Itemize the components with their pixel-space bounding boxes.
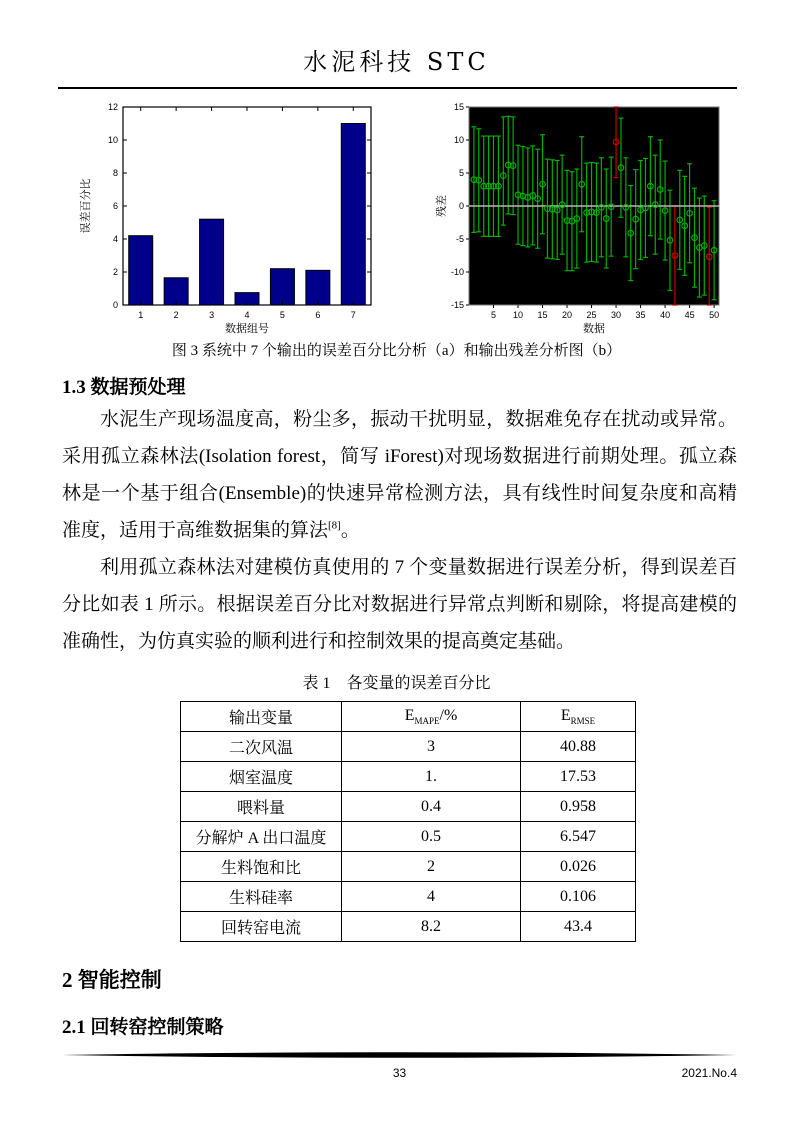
emape-sub: MAPE bbox=[414, 716, 440, 727]
page-number: 33 bbox=[392, 1066, 407, 1080]
svg-text:2: 2 bbox=[173, 310, 179, 320]
svg-text:40: 40 bbox=[660, 310, 671, 320]
ermse-base: E bbox=[560, 706, 571, 724]
cell-variable: 生料饱和比 bbox=[181, 852, 342, 882]
svg-text:6: 6 bbox=[112, 201, 118, 211]
svg-text:35: 35 bbox=[635, 310, 646, 320]
cell-variable: 回转窑电流 bbox=[181, 912, 342, 942]
citation-8: [8] bbox=[328, 519, 341, 532]
cell-emape: 3 bbox=[342, 732, 521, 762]
svg-text:12: 12 bbox=[107, 102, 118, 112]
cell-emape: 0.4 bbox=[342, 792, 521, 822]
table-row bbox=[181, 852, 636, 882]
section-heading-2-1: 2.1 回转窑控制策略 bbox=[62, 1017, 224, 1038]
table-row bbox=[181, 882, 636, 912]
svg-text:4: 4 bbox=[244, 310, 250, 320]
cell-ermse: 0.958 bbox=[521, 792, 636, 822]
svg-text:1: 1 bbox=[138, 310, 144, 320]
svg-text:45: 45 bbox=[684, 310, 695, 320]
svg-text:5: 5 bbox=[458, 168, 464, 178]
table-caption: 表 1 各变量的误差百分比 bbox=[302, 675, 491, 692]
ermse-sub: RMSE bbox=[570, 716, 596, 727]
header-rule bbox=[58, 87, 737, 89]
cell-ermse: 17.53 bbox=[521, 762, 636, 792]
table-row bbox=[181, 792, 636, 822]
table-row bbox=[181, 912, 636, 942]
paragraph-1 bbox=[62, 401, 737, 549]
svg-text:6: 6 bbox=[315, 310, 321, 320]
paragraph-2: 利用孤立森林法对建模仿真使用的 7 个变量数据进行误差分析，得到误差百分比如表 1 所示。根据误差百分比对数据进行异常点判断和剔除，将提高建模的准确性，为仿真实验的顺利进行和控制效果的提高奠定基础。 bbox=[62, 557, 737, 652]
svg-text:50: 50 bbox=[709, 310, 720, 320]
svg-text:25: 25 bbox=[586, 310, 597, 320]
svg-text:0: 0 bbox=[112, 300, 118, 310]
cell-ermse: 43.4 bbox=[521, 912, 636, 942]
journal-title: 水泥科技 STC bbox=[303, 48, 490, 76]
error-percentage-bar-chart bbox=[76, 99, 386, 334]
cell-emape: 8.2 bbox=[342, 912, 521, 942]
figure-row bbox=[62, 99, 731, 337]
svg-text:10: 10 bbox=[453, 135, 464, 145]
svg-text:10: 10 bbox=[513, 310, 524, 320]
svg-text:-15: -15 bbox=[450, 300, 464, 310]
svg-text:数据组号: 数据组号 bbox=[225, 323, 269, 334]
figure-caption: 图 3 系统中 7 个输出的误差百分比分析（a）和输出残差分析图（b） bbox=[171, 343, 622, 359]
table-header-row bbox=[181, 702, 636, 732]
paragraph-1-period: 。 bbox=[340, 520, 360, 541]
svg-text:15: 15 bbox=[537, 310, 548, 320]
header-output-variable: 输出变量 bbox=[181, 702, 342, 732]
table-row bbox=[181, 762, 636, 792]
cell-variable: 二次风温 bbox=[181, 732, 342, 762]
svg-text:0: 0 bbox=[458, 201, 464, 211]
svg-text:5: 5 bbox=[491, 310, 497, 320]
residual-errorbar-chart bbox=[433, 99, 725, 334]
table-row bbox=[181, 732, 636, 762]
cell-ermse: 40.88 bbox=[521, 732, 636, 762]
svg-text:10: 10 bbox=[107, 135, 118, 145]
cell-emape: 0.5 bbox=[342, 822, 521, 852]
svg-text:3: 3 bbox=[209, 310, 215, 320]
cell-emape: 4 bbox=[342, 882, 521, 912]
footer-rule bbox=[62, 1051, 737, 1059]
svg-text:30: 30 bbox=[611, 310, 622, 320]
svg-text:-10: -10 bbox=[450, 267, 464, 277]
svg-text:15: 15 bbox=[453, 102, 464, 112]
svg-text:20: 20 bbox=[562, 310, 573, 320]
footer bbox=[62, 1046, 737, 1082]
issue-label: 2021.No.4 bbox=[681, 1066, 737, 1080]
svg-text:7: 7 bbox=[350, 310, 356, 320]
svg-text:4: 4 bbox=[112, 234, 118, 244]
svg-text:-5: -5 bbox=[455, 234, 464, 244]
cell-variable: 生料硅率 bbox=[181, 882, 342, 912]
cell-ermse: 0.106 bbox=[521, 882, 636, 912]
header-ermse bbox=[521, 702, 636, 732]
cell-variable: 喂料量 bbox=[181, 792, 342, 822]
cell-ermse: 6.547 bbox=[521, 822, 636, 852]
data-table bbox=[180, 701, 636, 942]
section-heading-2: 2 智能控制 bbox=[62, 968, 162, 992]
section-heading-1-3: 1.3 数据预处理 bbox=[62, 377, 186, 398]
body-text bbox=[62, 401, 737, 660]
paragraph-1-text: 水泥生产现场温度高，粉尘多，振动干扰明显，数据难免存在扰动或异常。采用孤立森林法(Isolation forest，简写 iForest)对现场数据进行前期处理。孤立森林是一个基于组合(Ensemble)的快速异常检测方法，具有线性时间复杂度和高精准度，适用于高维数据集的算法 bbox=[62, 409, 737, 541]
header-emape bbox=[342, 702, 521, 732]
cell-variable: 分解炉 A 出口温度 bbox=[181, 822, 342, 852]
table-row bbox=[181, 822, 636, 852]
cell-emape: 1. bbox=[342, 762, 521, 792]
svg-text:残差: 残差 bbox=[436, 195, 448, 217]
cell-variable: 烟室温度 bbox=[181, 762, 342, 792]
svg-text:数据: 数据 bbox=[583, 323, 605, 334]
cell-ermse: 0.026 bbox=[521, 852, 636, 882]
svg-text:误差百分比: 误差百分比 bbox=[80, 178, 92, 234]
emape-base: E bbox=[404, 706, 415, 724]
footer-numbers bbox=[62, 1066, 737, 1082]
svg-text:2: 2 bbox=[112, 267, 118, 277]
svg-text:8: 8 bbox=[112, 168, 118, 178]
cell-emape: 2 bbox=[342, 852, 521, 882]
emape-suffix: /% bbox=[439, 706, 458, 724]
svg-text:5: 5 bbox=[279, 310, 285, 320]
